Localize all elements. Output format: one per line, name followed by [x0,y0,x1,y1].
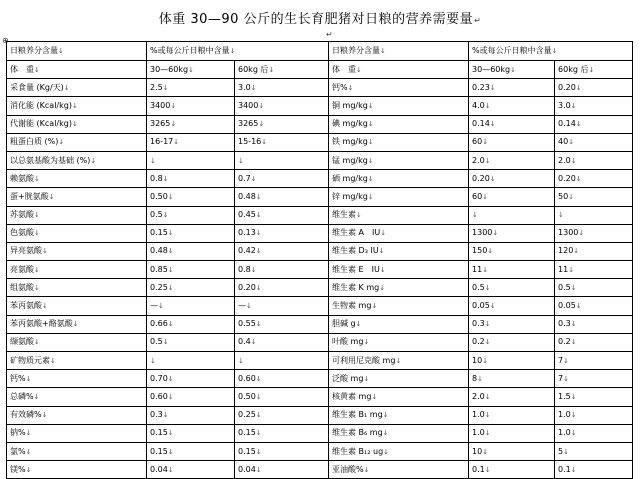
table-cell: 有效磷%↓ [7,406,147,424]
table-cell: 0.5↓ [469,279,555,297]
table-cell: 钙%↓ [329,79,469,97]
table-cell: 0.20↓ [555,79,633,97]
table-row [7,261,633,279]
table-cell: 异亮氨酸↓ [7,242,147,260]
table-cell: 碘 mg/kg↓ [329,115,469,133]
table-cell: 0.14↓ [555,115,633,133]
table-cell: 体 重↓ [329,61,469,79]
table-cell: 硒 mg/kg↓ [329,170,469,188]
table-cell: ↓ [235,352,329,370]
table-cell: 维生素 K mg↓ [329,279,469,297]
table-row [7,424,633,442]
table-cell: 维生素↓ [329,206,469,224]
table-cell: 1.0↓ [469,406,555,424]
table-cell: 0.42↓ [235,242,329,260]
table-row [7,388,633,406]
table-cell: 0.25↓ [147,279,235,297]
table-cell: 钙%↓ [7,370,147,388]
table-cell: 15-16↓ [235,133,329,151]
table-cell: 0.13↓ [235,224,329,242]
table-cell: 0.20↓ [235,279,329,297]
table-row [7,115,633,133]
table-cell: 7↓ [555,370,633,388]
table-cell: 亮氨酸↓ [7,261,147,279]
table-cell: 锌 mg/kg↓ [329,188,469,206]
table-cell: 0.3↓ [469,315,555,333]
table-cell: 120↓ [555,242,633,260]
table-cell: 采食量 (Kg/天)↓ [7,79,147,97]
table-cell: 苯丙氨酸↓ [7,297,147,315]
table-cell: 60↓ [469,188,555,206]
table-cell: 泛酸 mg↓ [329,370,469,388]
table-cell: 0.04↓ [147,461,235,479]
table-cell: 0.8↓ [147,170,235,188]
table-cell: 体 重↓ [7,61,147,79]
table-cell: 矿物质元素↓ [7,352,147,370]
table-cell: 粗蛋白质 (%)↓ [7,133,147,151]
table-cell: 0.2↓ [555,333,633,351]
table-cell: 色氨酸↓ [7,224,147,242]
title-text: 体重 30—90 公斤的生长育肥猪对日粮的营养需要量 [158,12,474,27]
table-cell: 0.4↓ [235,333,329,351]
table-row [7,352,633,370]
table-cell: 0.85↓ [147,261,235,279]
table-cell: 11↓ [555,261,633,279]
table-cell: 0.15↓ [147,224,235,242]
table-cell: 0.15↓ [147,424,235,442]
table-cell: 0.3↓ [147,406,235,424]
table-cell: 0.48↓ [147,242,235,260]
table-cell: 0.60↓ [147,388,235,406]
table-cell: 3265↓ [147,115,235,133]
table-cell: 消化能 (Kcal/kg)↓ [7,97,147,115]
table-row [7,242,633,260]
table-cell: 0.15↓ [235,442,329,460]
table-cell: 30—60kg↓ [469,61,555,79]
table-cell: 0.23↓ [469,79,555,97]
table-cell: 缬氨酸↓ [7,333,147,351]
table-cell: 7↓ [555,352,633,370]
table-cell: 核黄素 mg↓ [329,388,469,406]
table-row [7,188,633,206]
table-row [7,151,633,169]
table-cell: 0.1↓ [469,461,555,479]
table-row [7,461,633,479]
table-cell: 叶酸 mg↓ [329,333,469,351]
table-cell: 3400↓ [235,97,329,115]
table-cell: 以总氨基酸为基础 (%)↓ [7,151,147,169]
table-cell: 0.5↓ [555,279,633,297]
table-cell: ↓ [147,352,235,370]
table-cell: 铜 mg/kg↓ [329,97,469,115]
table-cell: 1.0↓ [469,424,555,442]
table-cell: 0.14↓ [469,115,555,133]
table-cell: 组氨酸↓ [7,279,147,297]
table-cell: 0.45↓ [235,206,329,224]
table-cell: 钠%↓ [7,424,147,442]
table-cell: 维生素 B₆ mg↓ [329,424,469,442]
table-move-handle-icon[interactable]: ⊕ [2,36,9,45]
header-cell: %或每公斤日粮中含量↓ [147,42,329,61]
table-cell: 4.0↓ [469,97,555,115]
table-cell: 60kg 后↓ [555,61,633,79]
table-row [7,133,633,151]
table-cell: 0.15↓ [147,442,235,460]
table-cell: 1300↓ [555,224,633,242]
table-cell: 1.0↓ [555,424,633,442]
table-cell: 3265↓ [235,115,329,133]
table-cell: 3.0↓ [235,79,329,97]
table-row [7,97,633,115]
table-cell: 0.66↓ [147,315,235,333]
table-cell: ↓ [147,151,235,169]
table-cell: 16-17↓ [147,133,235,151]
table-cell: 维生素 B₁ mg↓ [329,406,469,424]
table-cell: 维生素 B₁₂ ug↓ [329,442,469,460]
table-cell: 赖氨酸↓ [7,170,147,188]
table-cell: 0.2↓ [469,333,555,351]
table-cell: 5↓ [555,442,633,460]
table-cell: 氯%↓ [7,442,147,460]
table-cell: 0.5↓ [147,333,235,351]
table-cell: 3400↓ [147,97,235,115]
table-row [7,206,633,224]
paragraph-mark-icon: ↵ [474,16,482,25]
table-row [7,224,633,242]
table-cell: 11↓ [469,261,555,279]
table-cell: 150↓ [469,242,555,260]
table-cell: 镁%↓ [7,461,147,479]
table-cell: 维生素 E IU↓ [329,261,469,279]
paragraph-mark-icon: ↵ [326,30,333,39]
table-row [7,333,633,351]
table-cell: 0.8↓ [235,261,329,279]
table-cell: 0.55↓ [235,315,329,333]
table-cell: 0.05↓ [469,297,555,315]
table-cell: 0.1↓ [555,461,633,479]
document-title [0,8,640,27]
table-cell: ↓ [469,206,555,224]
table-cell: 3.0↓ [555,97,633,115]
table-cell: 1.5↓ [555,388,633,406]
table-cell: 蛋+胱氨酸↓ [7,188,147,206]
table-cell: 8↓ [469,370,555,388]
table-cell: 60↓ [469,133,555,151]
nutrient-table [6,41,633,479]
table-cell: 维生素 D₃ IU↓ [329,242,469,260]
table-cell: 0.25↓ [235,406,329,424]
table-cell: 铁 mg/kg↓ [329,133,469,151]
table-cell: 2.0↓ [469,151,555,169]
table-cell: 代谢能 (Kcal/kg)↓ [7,115,147,133]
table-cell: 维生素 A IU↓ [329,224,469,242]
table-row [7,279,633,297]
table-cell: 可利用尼克酸 mg↓ [329,352,469,370]
table-cell: 生物素 mg↓ [329,297,469,315]
table-cell: 0.50↓ [235,388,329,406]
table-cell: —↓ [147,297,235,315]
table-cell: 0.04↓ [235,461,329,479]
table-row [7,442,633,460]
table-cell: 2.0↓ [469,388,555,406]
table-cell: 10↓ [469,352,555,370]
table-cell: 0.70↓ [147,370,235,388]
table-row [7,315,633,333]
table-cell: 1300↓ [469,224,555,242]
table-row [7,61,633,79]
table-cell: 50↓ [555,188,633,206]
table-row [7,297,633,315]
table-cell: 亚油酸%↓ [329,461,469,479]
table-cell: 0.05↓ [555,297,633,315]
table-cell: 10↓ [469,442,555,460]
table-cell: ↓ [555,206,633,224]
table-row [7,79,633,97]
table-cell: 0.60↓ [235,370,329,388]
table-cell: 0.20↓ [555,170,633,188]
header-cell: 日粮养分含量↓ [329,42,469,61]
table-cell: 0.3↓ [555,315,633,333]
table-cell: 2.0↓ [555,151,633,169]
table-cell: 苏氨酸↓ [7,206,147,224]
table-row [7,370,633,388]
table-header-row [7,42,633,61]
table-cell: 0.48↓ [235,188,329,206]
table-cell: 0.15↓ [235,424,329,442]
table-cell: 40↓ [555,133,633,151]
table-cell: 0.7↓ [235,170,329,188]
table-cell: 0.5↓ [147,206,235,224]
table-row [7,170,633,188]
table-cell: —↓ [235,297,329,315]
table-row [7,406,633,424]
table-cell: 2.5↓ [147,79,235,97]
table-cell: 60kg 后↓ [235,61,329,79]
table-cell: 30—60kg↓ [147,61,235,79]
header-cell: %或每公斤日粮中含量↓ [469,42,633,61]
table-cell: 总磷%↓ [7,388,147,406]
table-cell: 0.50↓ [147,188,235,206]
table-cell: 锰 mg/kg↓ [329,151,469,169]
table-cell: 1.0↓ [555,406,633,424]
table-cell: ↓ [235,151,329,169]
table-cell: 苯丙氨酸+酪氨酸↓ [7,315,147,333]
table-cell: 胆碱 g↓ [329,315,469,333]
header-cell: 日粮养分含量↓ [7,42,147,61]
table-cell: 0.20↓ [469,170,555,188]
